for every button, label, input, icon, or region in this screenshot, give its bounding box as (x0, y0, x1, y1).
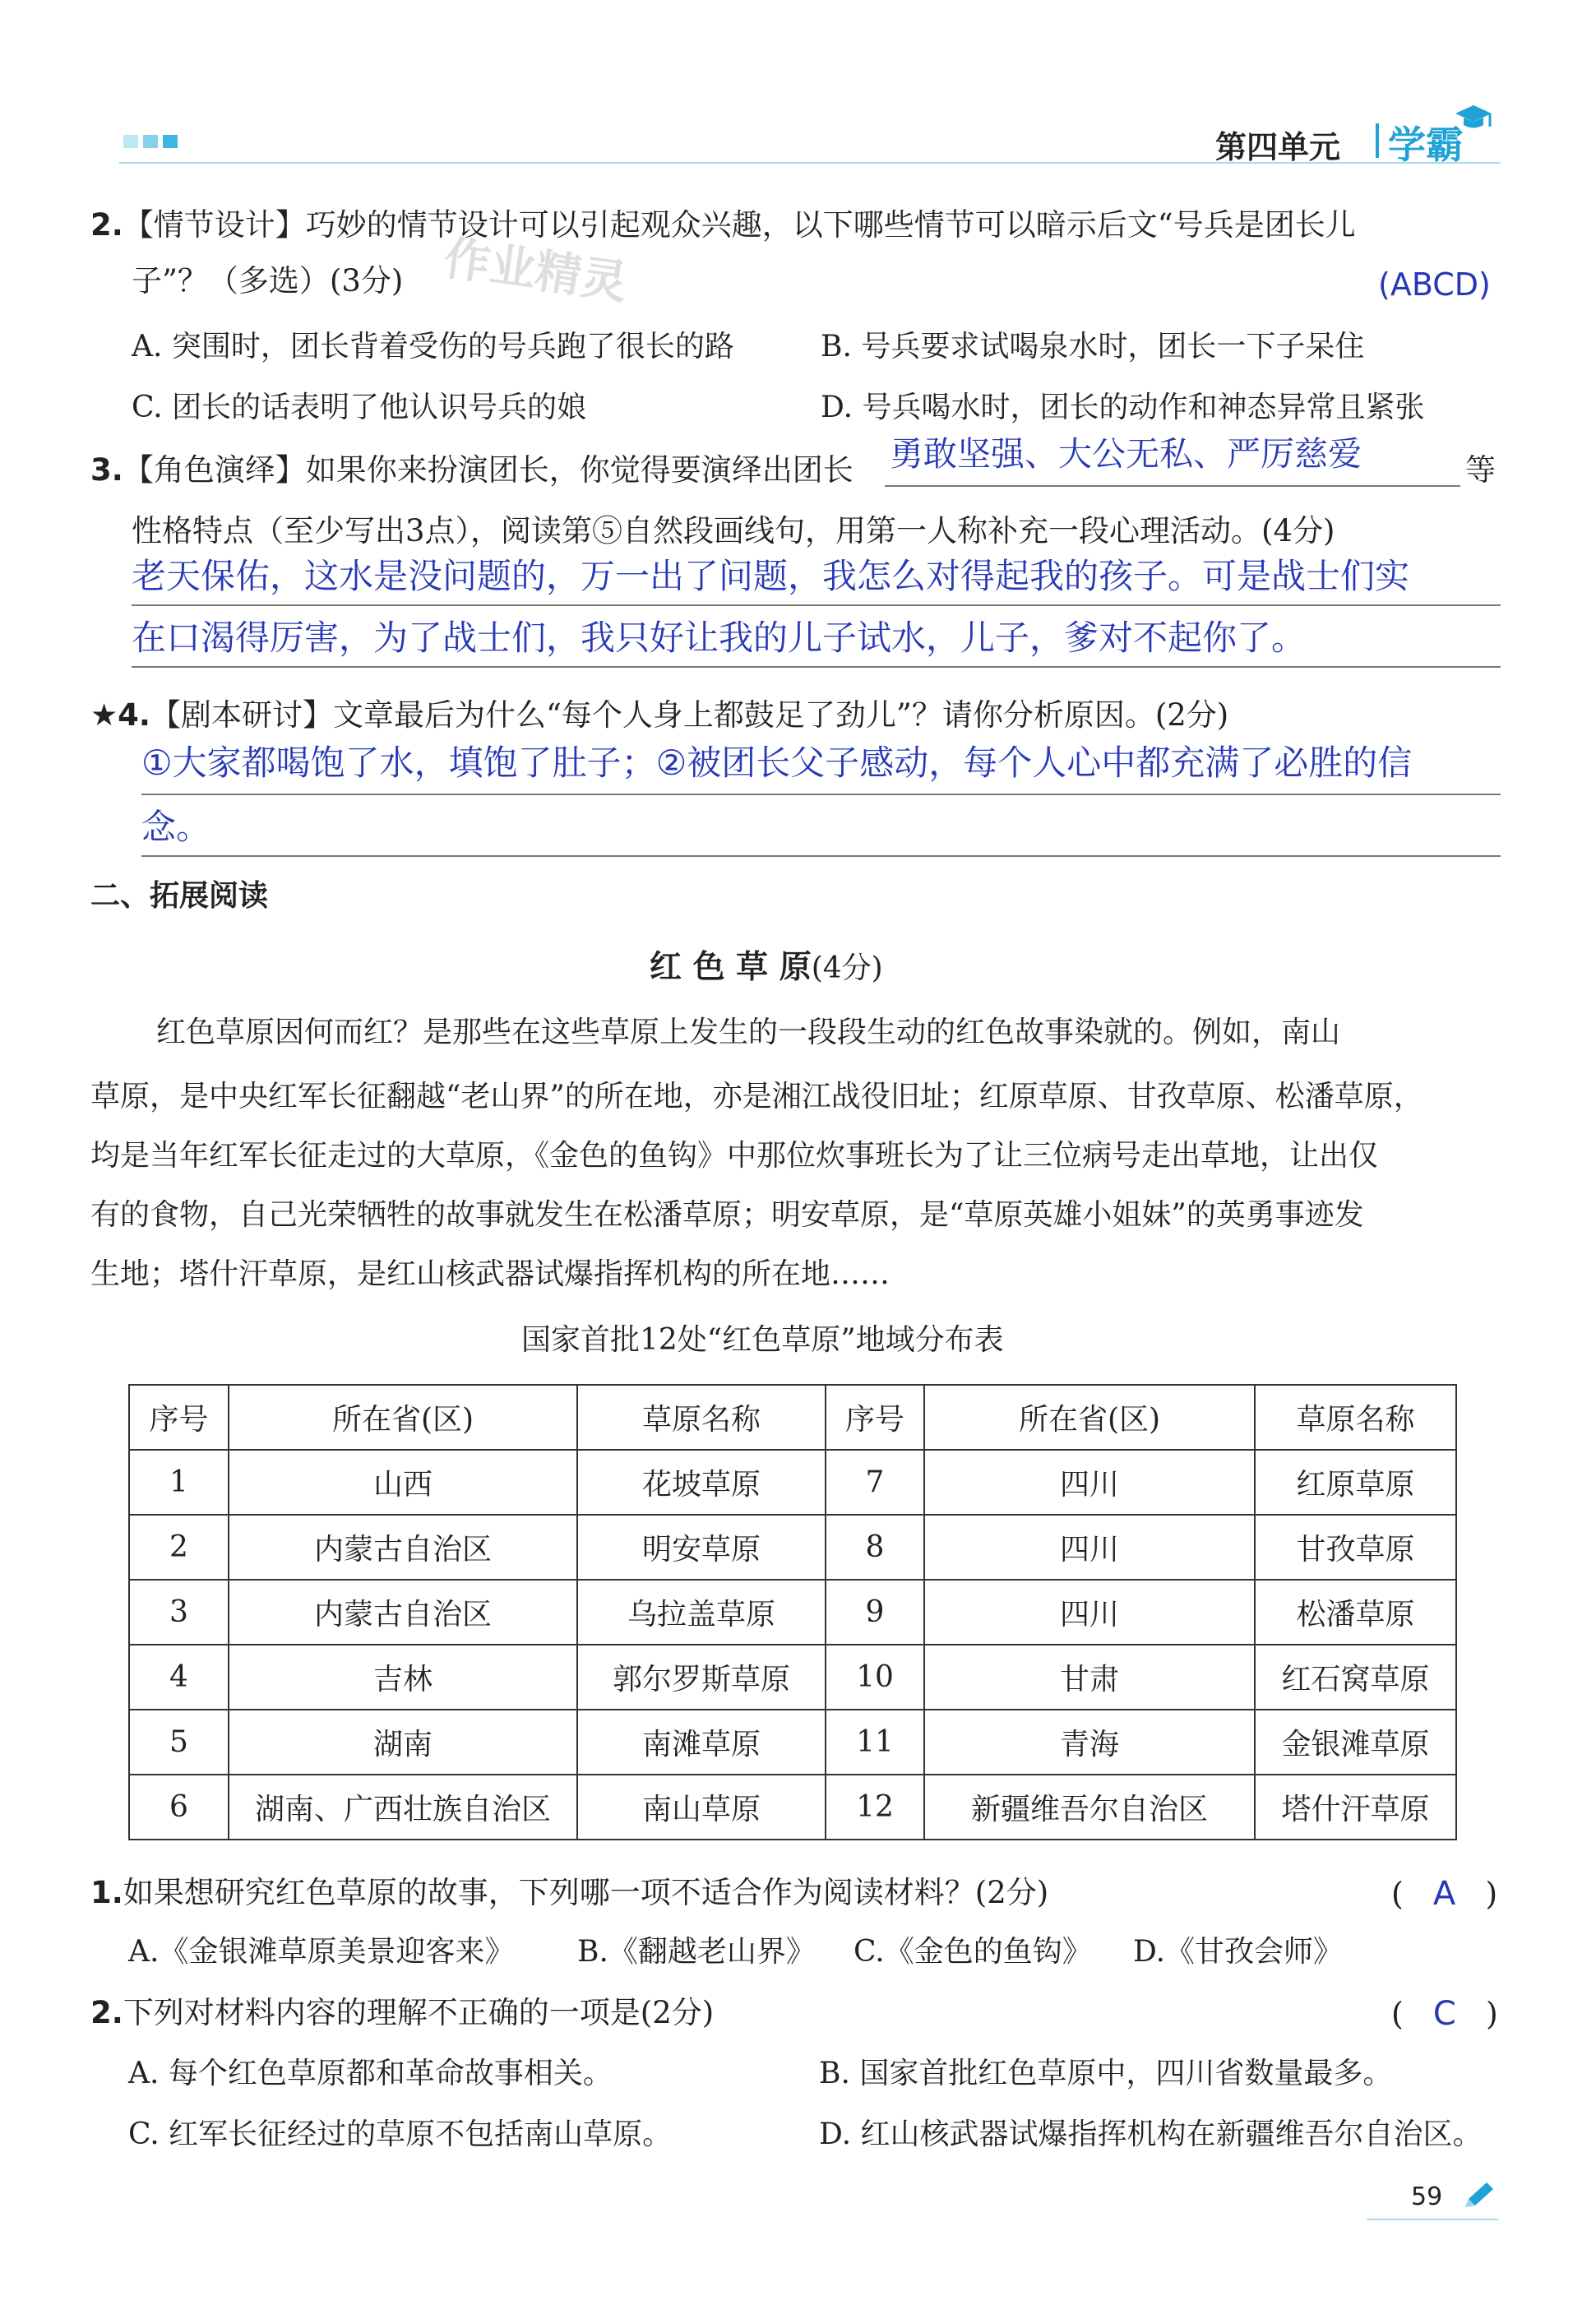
table-cell: 吉林 (229, 1645, 577, 1710)
rq2-option-a: A. 每个红色草原都和革命故事相关。 (128, 2057, 613, 2090)
q2-option-d: D. 号兵喝水时，团长的动作和神态异常且紧张 (821, 391, 1425, 424)
page-number: 59 (1411, 2182, 1443, 2211)
table-cell: 湖南 (229, 1710, 577, 1775)
table-cell: 6 (129, 1775, 229, 1840)
deco-square (163, 135, 178, 148)
q3-blank-underline (885, 485, 1460, 487)
pencil-icon (1460, 2179, 1497, 2212)
table-cell: 10 (826, 1645, 924, 1710)
answer-rule (132, 666, 1501, 668)
table-cell: 新疆维吾尔自治区 (924, 1775, 1255, 1840)
article-score: (4分) (811, 951, 883, 985)
rq1-option-c: C.《金色的鱼钩》 (854, 1935, 1092, 1969)
answer-rule (141, 794, 1501, 795)
table-row (129, 1710, 1456, 1775)
q2-option-a: A. 突围时，团长背着受伤的号兵跑了很长的路 (132, 330, 734, 363)
article-paragraph-line: 生地；塔什汗草原，是红山核武器试爆指挥机构的所在地…… (90, 1257, 891, 1291)
table-header-cell: 草原名称 (1255, 1385, 1456, 1450)
table-cell: 1 (129, 1450, 229, 1515)
table-row (129, 1450, 1456, 1515)
rq2-option-b: B. 国家首批红色草原中，四川省数量最多。 (819, 2057, 1393, 2090)
article-paragraph-line: 草原，是中央红军长征翻越“老山界”的所在地，亦是湘江战役旧址；红原草原、甘孜草原、松潘草原， (90, 1080, 1423, 1113)
table-cell: 内蒙古自治区 (229, 1580, 577, 1645)
rq1-answer-paren (1391, 1875, 1497, 1913)
table-cell: 四川 (924, 1515, 1255, 1580)
table-cell: 5 (129, 1710, 229, 1775)
table-header-cell: 序号 (826, 1385, 924, 1450)
q3-answer-blank: 勇敢坚强、大公无私、严厉慈爱 (890, 434, 1362, 474)
answer-rule (132, 604, 1501, 606)
table-cell: 4 (129, 1645, 229, 1710)
table-cell: 青海 (924, 1710, 1255, 1775)
paren-close: ) (1485, 1996, 1498, 2032)
table-cell: 南山草原 (577, 1775, 826, 1840)
rq2-line (90, 1993, 714, 2033)
table-cell: 四川 (924, 1450, 1255, 1515)
q4-answer-line2: 念。 (141, 807, 211, 847)
paren-close: ) (1485, 1876, 1498, 1912)
table-header-cell: 草原名称 (577, 1385, 826, 1450)
table-cell: 甘孜草原 (1255, 1515, 1456, 1580)
table-cell: 湖南、广西壮族自治区 (229, 1775, 577, 1840)
q2-answer: (ABCD) (1378, 266, 1491, 303)
deco-square (123, 135, 138, 148)
table-caption: 国家首批12处“红色草原”地域分布表 (521, 1323, 1004, 1357)
q2-number: 2. (90, 207, 123, 243)
table-cell: 郭尔罗斯草原 (577, 1645, 826, 1710)
table-cell: 12 (826, 1775, 924, 1840)
table-cell: 7 (826, 1450, 924, 1515)
q4-line (90, 696, 1228, 735)
q4-answer-line1: ①大家都喝饱了水，填饱了肚子；②被团长父子感动，每个人心中都充满了必胜的信 (141, 743, 1413, 783)
q2-option-c: C. 团长的话表明了他认识号兵的娘 (132, 391, 587, 424)
table-cell: 内蒙古自治区 (229, 1515, 577, 1580)
table-cell: 9 (826, 1580, 924, 1645)
header-rule (119, 162, 1501, 164)
table-header-cell: 所在省(区) (924, 1385, 1255, 1450)
table-row (129, 1580, 1456, 1645)
rq2-answer-paren (1391, 1995, 1498, 2033)
table-cell: 金银滩草原 (1255, 1710, 1456, 1775)
q4-number: ★4. (90, 697, 150, 733)
rq1-option-d: D.《甘孜会师》 (1133, 1935, 1344, 1969)
article-paragraph-line: 均是当年红军长征走过的大草原，《金色的鱼钩》中那位炊事班长为了让三位病号走出草地，让出仅 (90, 1139, 1379, 1173)
table-row (129, 1775, 1456, 1840)
article-paragraph-line: 红色草原因何而红？是那些在这些草原上发生的一段段生动的红色故事染就的。例如，南山 (156, 1016, 1341, 1049)
rq1-option-b: B.《翻越老山界》 (577, 1935, 816, 1969)
q3-line2: 性格特点（至少写出3点），阅读第⑤自然段画线句，用第一人称补充一段心理活动。(4分) (132, 513, 1335, 548)
paren-open: ( (1391, 1996, 1404, 2032)
q3-prefix: 【角色演绎】如果你来扮演团长，你觉得要演绎出团长 (123, 452, 854, 488)
table-cell: 塔什汗草原 (1255, 1775, 1456, 1840)
q3-suffix: 等 (1465, 452, 1496, 488)
grassland-table (128, 1384, 1457, 1840)
unit-title: 第四单元 (1215, 129, 1341, 165)
graduation-cap-icon (1452, 102, 1493, 135)
rq2-option-c: C. 红军长征经过的草原不包括南山草原。 (128, 2118, 673, 2151)
table-cell: 乌拉盖草原 (577, 1580, 826, 1645)
rq1-option-a: A.《金银滩草原美景迎客来》 (128, 1935, 515, 1969)
rq2-option-d: D. 红山核武器试爆指挥机构在新疆维吾尔自治区。 (819, 2118, 1483, 2151)
table-cell: 花坡草原 (577, 1450, 826, 1515)
watermark: 作业精灵 (440, 231, 631, 311)
table-cell: 8 (826, 1515, 924, 1580)
q3-answer-line1: 老天保佑，这水是没问题的，万一出了问题，我怎么对得起我的孩子。可是战士们实 (132, 556, 1410, 596)
table-cell: 松潘草原 (1255, 1580, 1456, 1645)
article-title-text: 红 色 草 原 (650, 948, 812, 986)
table-cell: 2 (129, 1515, 229, 1580)
rq2-answer: C (1432, 1995, 1456, 2033)
table-cell: 明安草原 (577, 1515, 826, 1580)
table-cell: 甘肃 (924, 1645, 1255, 1710)
article-title (650, 947, 883, 988)
table-header-row (129, 1385, 1456, 1450)
section-heading: 二、拓展阅读 (90, 879, 269, 913)
q2-text: 【情节设计】巧妙的情节设计可以引起观众兴趣，以下哪些情节可以暗示后文“号兵是团长儿 (123, 207, 1356, 243)
table-row (129, 1515, 1456, 1580)
rq2-text: 下列对材料内容的理解不正确的一项是(2分) (123, 1995, 715, 2030)
table-cell: 南滩草原 (577, 1710, 826, 1775)
q4-text: 【剧本研讨】文章最后为什么“每个人身上都鼓足了劲儿”？请你分析原因。(2分) (150, 697, 1229, 733)
rq1-answer: A (1432, 1875, 1456, 1913)
table-cell: 四川 (924, 1580, 1255, 1645)
q2-line1 (90, 206, 1356, 245)
table-header-cell: 序号 (129, 1385, 229, 1450)
rq1-text: 如果想研究红色草原的故事，下列哪一项不适合作为阅读材料？(2分) (123, 1875, 1049, 1910)
q2-option-b: B. 号兵要求试喝泉水时，团长一下子呆住 (821, 330, 1365, 363)
rq1-line (90, 1873, 1048, 1913)
brand-logo: 学霸 (1388, 123, 1464, 167)
table-header-cell: 所在省(区) (229, 1385, 577, 1450)
table-cell: 11 (826, 1710, 924, 1775)
deco-square (143, 135, 158, 148)
q2-line2: 子”？（多选）(3分) (132, 263, 404, 299)
brand-divider (1376, 123, 1379, 158)
q3-answer-line2: 在口渴得厉害，为了战士们，我只好让我的儿子试水，儿子，爹对不起你了。 (132, 618, 1307, 658)
answer-rule (141, 855, 1501, 857)
table-row (129, 1645, 1456, 1710)
rq2-number: 2. (90, 1995, 123, 2030)
q3-number: 3. (90, 452, 123, 488)
table-cell: 山西 (229, 1450, 577, 1515)
paren-open: ( (1391, 1876, 1404, 1912)
table-cell: 红石窝草原 (1255, 1645, 1456, 1710)
q3-line1 (90, 451, 854, 490)
footer-rule (1367, 2219, 1498, 2220)
rq1-number: 1. (90, 1875, 123, 1910)
table-cell: 红原草原 (1255, 1450, 1456, 1515)
table-cell: 3 (129, 1580, 229, 1645)
article-paragraph-line: 有的食物，自己光荣牺牲的故事就发生在松潘草原；明安草原，是“草原英雄小姐妹”的英勇事迹发 (90, 1198, 1364, 1232)
